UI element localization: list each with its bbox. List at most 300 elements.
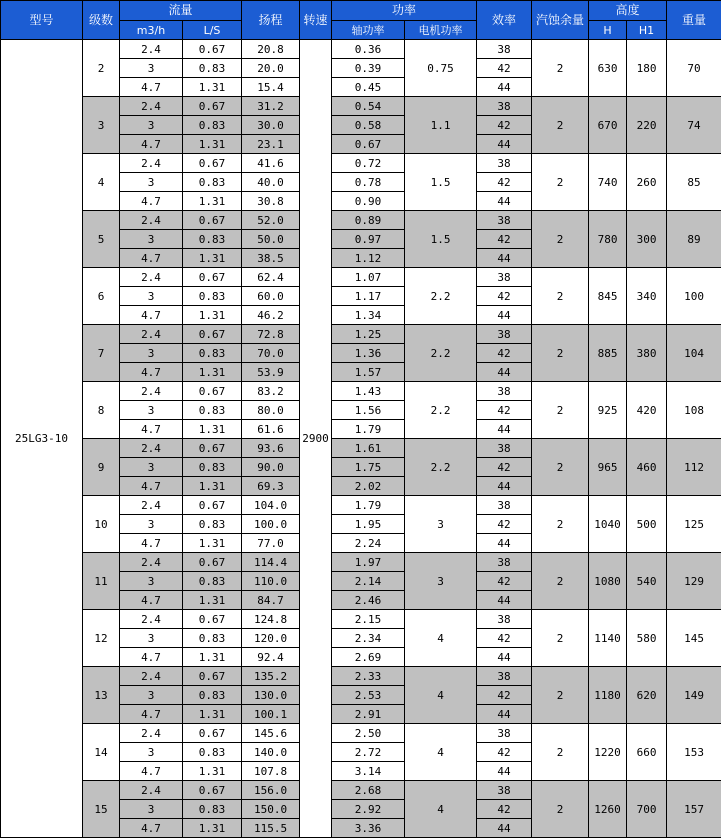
flow-ls-cell: 0.67 [183, 97, 242, 116]
head-cell: 53.9 [242, 363, 300, 382]
table-row [1, 97, 721, 116]
flow-m3h-cell: 2.4 [120, 154, 183, 173]
shaft-power-cell: 1.56 [332, 401, 405, 420]
motor-power-cell: 4 [405, 781, 477, 838]
header-stages: 级数 [83, 1, 120, 40]
height-H-cell: 670 [589, 97, 627, 154]
efficiency-cell: 44 [477, 78, 532, 97]
shaft-power-cell: 1.79 [332, 496, 405, 515]
motor-power-cell: 2.2 [405, 268, 477, 325]
weight-cell: 145 [667, 610, 721, 667]
efficiency-cell: 42 [477, 59, 532, 78]
shaft-power-cell: 1.07 [332, 268, 405, 287]
shaft-power-cell: 2.34 [332, 629, 405, 648]
motor-power-cell: 0.75 [405, 40, 477, 97]
shaft-power-cell: 1.57 [332, 363, 405, 382]
head-cell: 20.8 [242, 40, 300, 59]
npsh-cell: 2 [532, 325, 589, 382]
efficiency-cell: 38 [477, 382, 532, 401]
stages-cell: 2 [83, 40, 120, 97]
shaft-power-cell: 1.25 [332, 325, 405, 344]
efficiency-cell: 42 [477, 572, 532, 591]
table-row [1, 667, 721, 686]
shaft-power-cell: 0.54 [332, 97, 405, 116]
table-row [1, 268, 721, 287]
header-npsh: 汽蚀余量 [532, 1, 589, 40]
head-cell: 120.0 [242, 629, 300, 648]
height-H-cell: 965 [589, 439, 627, 496]
npsh-cell: 2 [532, 382, 589, 439]
head-cell: 84.7 [242, 591, 300, 610]
flow-m3h-cell: 4.7 [120, 192, 183, 211]
height-H-cell: 1080 [589, 553, 627, 610]
head-cell: 135.2 [242, 667, 300, 686]
efficiency-cell: 42 [477, 686, 532, 705]
head-cell: 107.8 [242, 762, 300, 781]
stages-cell: 4 [83, 154, 120, 211]
flow-m3h-cell: 4.7 [120, 363, 183, 382]
head-cell: 110.0 [242, 572, 300, 591]
npsh-cell: 2 [532, 781, 589, 838]
flow-ls-cell: 1.31 [183, 306, 242, 325]
height-H-cell: 885 [589, 325, 627, 382]
flow-m3h-cell: 4.7 [120, 420, 183, 439]
motor-power-cell: 1.5 [405, 154, 477, 211]
flow-m3h-cell: 4.7 [120, 819, 183, 838]
stages-cell: 10 [83, 496, 120, 553]
table-row [1, 610, 721, 629]
stages-cell: 14 [83, 724, 120, 781]
flow-ls-cell: 1.31 [183, 135, 242, 154]
height-H1-cell: 540 [627, 553, 667, 610]
head-cell: 115.5 [242, 819, 300, 838]
height-H-cell: 845 [589, 268, 627, 325]
npsh-cell: 2 [532, 97, 589, 154]
flow-m3h-cell: 4.7 [120, 135, 183, 154]
head-cell: 77.0 [242, 534, 300, 553]
flow-m3h-cell: 2.4 [120, 553, 183, 572]
model-cell: 25LG3-10 [1, 40, 83, 838]
height-H-cell: 1260 [589, 781, 627, 838]
efficiency-cell: 38 [477, 211, 532, 230]
flow-ls-cell: 0.83 [183, 59, 242, 78]
weight-cell: 125 [667, 496, 721, 553]
flow-m3h-cell: 4.7 [120, 534, 183, 553]
height-H1-cell: 220 [627, 97, 667, 154]
stages-cell: 15 [83, 781, 120, 838]
efficiency-cell: 44 [477, 477, 532, 496]
flow-m3h-cell: 3 [120, 629, 183, 648]
shaft-power-cell: 1.36 [332, 344, 405, 363]
head-cell: 72.8 [242, 325, 300, 344]
height-H1-cell: 420 [627, 382, 667, 439]
npsh-cell: 2 [532, 496, 589, 553]
shaft-power-cell: 1.95 [332, 515, 405, 534]
efficiency-cell: 38 [477, 439, 532, 458]
height-H1-cell: 180 [627, 40, 667, 97]
flow-ls-cell: 1.31 [183, 819, 242, 838]
stages-cell: 6 [83, 268, 120, 325]
head-cell: 38.5 [242, 249, 300, 268]
flow-m3h-cell: 2.4 [120, 724, 183, 743]
motor-power-cell: 3 [405, 553, 477, 610]
head-cell: 93.6 [242, 439, 300, 458]
flow-ls-cell: 0.67 [183, 211, 242, 230]
flow-ls-cell: 0.83 [183, 629, 242, 648]
flow-ls-cell: 1.31 [183, 249, 242, 268]
table-row [1, 382, 721, 401]
efficiency-cell: 38 [477, 154, 532, 173]
shaft-power-cell: 0.45 [332, 78, 405, 97]
height-H1-cell: 340 [627, 268, 667, 325]
efficiency-cell: 42 [477, 629, 532, 648]
efficiency-cell: 42 [477, 116, 532, 135]
flow-ls-cell: 0.83 [183, 230, 242, 249]
stages-cell: 9 [83, 439, 120, 496]
head-cell: 145.6 [242, 724, 300, 743]
efficiency-cell: 38 [477, 610, 532, 629]
table-row [1, 496, 721, 515]
table-body [1, 40, 721, 838]
weight-cell: 112 [667, 439, 721, 496]
flow-m3h-cell: 2.4 [120, 496, 183, 515]
npsh-cell: 2 [532, 667, 589, 724]
flow-ls-cell: 0.83 [183, 458, 242, 477]
flow-m3h-cell: 3 [120, 686, 183, 705]
flow-m3h-cell: 4.7 [120, 591, 183, 610]
height-H-cell: 1220 [589, 724, 627, 781]
efficiency-cell: 44 [477, 762, 532, 781]
flow-ls-cell: 0.67 [183, 325, 242, 344]
shaft-power-cell: 0.36 [332, 40, 405, 59]
efficiency-cell: 38 [477, 553, 532, 572]
head-cell: 30.0 [242, 116, 300, 135]
stages-cell: 11 [83, 553, 120, 610]
table-row [1, 439, 721, 458]
flow-ls-cell: 0.67 [183, 439, 242, 458]
flow-m3h-cell: 2.4 [120, 268, 183, 287]
flow-ls-cell: 1.31 [183, 477, 242, 496]
table-row [1, 154, 721, 173]
height-H1-cell: 660 [627, 724, 667, 781]
flow-m3h-cell: 4.7 [120, 249, 183, 268]
shaft-power-cell: 1.75 [332, 458, 405, 477]
flow-ls-cell: 0.83 [183, 800, 242, 819]
efficiency-cell: 38 [477, 496, 532, 515]
npsh-cell: 2 [532, 154, 589, 211]
efficiency-cell: 42 [477, 344, 532, 363]
head-cell: 90.0 [242, 458, 300, 477]
flow-ls-cell: 0.67 [183, 553, 242, 572]
shaft-power-cell: 1.43 [332, 382, 405, 401]
shaft-power-cell: 1.17 [332, 287, 405, 306]
flow-m3h-cell: 2.4 [120, 610, 183, 629]
flow-m3h-cell: 4.7 [120, 705, 183, 724]
flow-ls-cell: 1.31 [183, 534, 242, 553]
motor-power-cell: 3 [405, 496, 477, 553]
flow-ls-cell: 0.67 [183, 382, 242, 401]
flow-m3h-cell: 4.7 [120, 78, 183, 97]
flow-ls-cell: 0.83 [183, 686, 242, 705]
table-row [1, 781, 721, 800]
head-cell: 104.0 [242, 496, 300, 515]
motor-power-cell: 1.5 [405, 211, 477, 268]
motor-power-cell: 2.2 [405, 325, 477, 382]
head-cell: 130.0 [242, 686, 300, 705]
height-H1-cell: 260 [627, 154, 667, 211]
efficiency-cell: 44 [477, 306, 532, 325]
weight-cell: 85 [667, 154, 721, 211]
flow-ls-cell: 1.31 [183, 591, 242, 610]
flow-m3h-cell: 4.7 [120, 762, 183, 781]
npsh-cell: 2 [532, 439, 589, 496]
head-cell: 124.8 [242, 610, 300, 629]
shaft-power-cell: 2.72 [332, 743, 405, 762]
shaft-power-cell: 2.91 [332, 705, 405, 724]
flow-m3h-cell: 3 [120, 230, 183, 249]
head-cell: 61.6 [242, 420, 300, 439]
efficiency-cell: 44 [477, 534, 532, 553]
header-power: 功率 [332, 1, 477, 21]
header-height-H: H [589, 21, 627, 40]
head-cell: 50.0 [242, 230, 300, 249]
shaft-power-cell: 3.14 [332, 762, 405, 781]
efficiency-cell: 38 [477, 268, 532, 287]
flow-ls-cell: 1.31 [183, 420, 242, 439]
weight-cell: 157 [667, 781, 721, 838]
flow-m3h-cell: 2.4 [120, 211, 183, 230]
efficiency-cell: 42 [477, 800, 532, 819]
flow-ls-cell: 0.67 [183, 154, 242, 173]
flow-m3h-cell: 3 [120, 287, 183, 306]
shaft-power-cell: 0.78 [332, 173, 405, 192]
weight-cell: 153 [667, 724, 721, 781]
flow-ls-cell: 0.83 [183, 344, 242, 363]
motor-power-cell: 4 [405, 667, 477, 724]
flow-m3h-cell: 2.4 [120, 97, 183, 116]
flow-m3h-cell: 3 [120, 59, 183, 78]
header-speed: 转速 [300, 1, 332, 40]
header-shaft-power: 轴功率 [332, 21, 405, 40]
height-H-cell: 630 [589, 40, 627, 97]
header-model: 型号 [1, 1, 83, 40]
head-cell: 23.1 [242, 135, 300, 154]
weight-cell: 74 [667, 97, 721, 154]
shaft-power-cell: 0.97 [332, 230, 405, 249]
efficiency-cell: 38 [477, 325, 532, 344]
efficiency-cell: 44 [477, 819, 532, 838]
height-H-cell: 780 [589, 211, 627, 268]
flow-ls-cell: 1.31 [183, 705, 242, 724]
shaft-power-cell: 1.12 [332, 249, 405, 268]
flow-ls-cell: 0.67 [183, 40, 242, 59]
flow-m3h-cell: 3 [120, 458, 183, 477]
table-row [1, 553, 721, 572]
flow-m3h-cell: 3 [120, 743, 183, 762]
weight-cell: 108 [667, 382, 721, 439]
header-height-H1: H1 [627, 21, 667, 40]
efficiency-cell: 42 [477, 515, 532, 534]
shaft-power-cell: 1.61 [332, 439, 405, 458]
head-cell: 46.2 [242, 306, 300, 325]
npsh-cell: 2 [532, 724, 589, 781]
flow-m3h-cell: 3 [120, 515, 183, 534]
flow-m3h-cell: 3 [120, 572, 183, 591]
efficiency-cell: 42 [477, 401, 532, 420]
flow-m3h-cell: 2.4 [120, 667, 183, 686]
head-cell: 100.1 [242, 705, 300, 724]
efficiency-cell: 44 [477, 363, 532, 382]
header-height: 高度 [589, 1, 667, 21]
flow-ls-cell: 1.31 [183, 192, 242, 211]
flow-m3h-cell: 2.4 [120, 325, 183, 344]
height-H-cell: 1180 [589, 667, 627, 724]
motor-power-cell: 4 [405, 724, 477, 781]
height-H-cell: 1140 [589, 610, 627, 667]
stages-cell: 8 [83, 382, 120, 439]
shaft-power-cell: 0.58 [332, 116, 405, 135]
flow-ls-cell: 0.83 [183, 116, 242, 135]
shaft-power-cell: 2.15 [332, 610, 405, 629]
npsh-cell: 2 [532, 610, 589, 667]
header-weight: 重量 [667, 1, 721, 40]
shaft-power-cell: 2.24 [332, 534, 405, 553]
shaft-power-cell: 3.36 [332, 819, 405, 838]
flow-ls-cell: 0.67 [183, 724, 242, 743]
shaft-power-cell: 2.53 [332, 686, 405, 705]
shaft-power-cell: 2.69 [332, 648, 405, 667]
height-H1-cell: 700 [627, 781, 667, 838]
shaft-power-cell: 2.14 [332, 572, 405, 591]
head-cell: 80.0 [242, 401, 300, 420]
shaft-power-cell: 0.72 [332, 154, 405, 173]
header-flow-m3h: m3/h [120, 21, 183, 40]
header-efficiency: 效率 [477, 1, 532, 40]
flow-m3h-cell: 4.7 [120, 477, 183, 496]
head-cell: 69.3 [242, 477, 300, 496]
head-cell: 140.0 [242, 743, 300, 762]
efficiency-cell: 38 [477, 40, 532, 59]
head-cell: 15.4 [242, 78, 300, 97]
height-H1-cell: 580 [627, 610, 667, 667]
flow-ls-cell: 1.31 [183, 762, 242, 781]
height-H1-cell: 620 [627, 667, 667, 724]
weight-cell: 89 [667, 211, 721, 268]
shaft-power-cell: 2.02 [332, 477, 405, 496]
head-cell: 41.6 [242, 154, 300, 173]
efficiency-cell: 44 [477, 249, 532, 268]
efficiency-cell: 42 [477, 458, 532, 477]
flow-m3h-cell: 4.7 [120, 648, 183, 667]
stages-cell: 3 [83, 97, 120, 154]
head-cell: 62.4 [242, 268, 300, 287]
weight-cell: 100 [667, 268, 721, 325]
efficiency-cell: 42 [477, 173, 532, 192]
table-row [1, 40, 721, 59]
header-flow: 流量 [120, 1, 242, 21]
flow-ls-cell: 0.67 [183, 667, 242, 686]
height-H1-cell: 500 [627, 496, 667, 553]
height-H1-cell: 380 [627, 325, 667, 382]
shaft-power-cell: 1.79 [332, 420, 405, 439]
flow-m3h-cell: 3 [120, 800, 183, 819]
flow-m3h-cell: 3 [120, 401, 183, 420]
head-cell: 40.0 [242, 173, 300, 192]
flow-ls-cell: 0.83 [183, 173, 242, 192]
flow-ls-cell: 0.67 [183, 610, 242, 629]
shaft-power-cell: 0.90 [332, 192, 405, 211]
flow-ls-cell: 0.83 [183, 572, 242, 591]
efficiency-cell: 42 [477, 287, 532, 306]
motor-power-cell: 1.1 [405, 97, 477, 154]
head-cell: 156.0 [242, 781, 300, 800]
head-cell: 83.2 [242, 382, 300, 401]
head-cell: 60.0 [242, 287, 300, 306]
flow-m3h-cell: 3 [120, 344, 183, 363]
flow-ls-cell: 0.83 [183, 401, 242, 420]
head-cell: 30.8 [242, 192, 300, 211]
efficiency-cell: 38 [477, 724, 532, 743]
height-H-cell: 1040 [589, 496, 627, 553]
table-row [1, 724, 721, 743]
head-cell: 52.0 [242, 211, 300, 230]
weight-cell: 70 [667, 40, 721, 97]
flow-m3h-cell: 2.4 [120, 439, 183, 458]
npsh-cell: 2 [532, 268, 589, 325]
header-head: 扬程 [242, 1, 300, 40]
motor-power-cell: 2.2 [405, 382, 477, 439]
head-cell: 92.4 [242, 648, 300, 667]
flow-m3h-cell: 2.4 [120, 781, 183, 800]
table-row [1, 325, 721, 344]
head-cell: 150.0 [242, 800, 300, 819]
efficiency-cell: 44 [477, 420, 532, 439]
efficiency-cell: 38 [477, 781, 532, 800]
table-row [1, 211, 721, 230]
shaft-power-cell: 0.39 [332, 59, 405, 78]
shaft-power-cell: 1.97 [332, 553, 405, 572]
flow-ls-cell: 0.83 [183, 515, 242, 534]
weight-cell: 149 [667, 667, 721, 724]
stages-cell: 5 [83, 211, 120, 268]
shaft-power-cell: 2.33 [332, 667, 405, 686]
shaft-power-cell: 2.46 [332, 591, 405, 610]
head-cell: 20.0 [242, 59, 300, 78]
head-cell: 31.2 [242, 97, 300, 116]
head-cell: 100.0 [242, 515, 300, 534]
flow-ls-cell: 1.31 [183, 648, 242, 667]
shaft-power-cell: 0.89 [332, 211, 405, 230]
weight-cell: 104 [667, 325, 721, 382]
flow-ls-cell: 1.31 [183, 363, 242, 382]
head-cell: 70.0 [242, 344, 300, 363]
flow-ls-cell: 0.67 [183, 268, 242, 287]
flow-m3h-cell: 3 [120, 173, 183, 192]
flow-ls-cell: 0.83 [183, 287, 242, 306]
efficiency-cell: 38 [477, 97, 532, 116]
flow-m3h-cell: 3 [120, 116, 183, 135]
stages-cell: 7 [83, 325, 120, 382]
efficiency-cell: 44 [477, 192, 532, 211]
flow-m3h-cell: 2.4 [120, 40, 183, 59]
speed-cell: 2900 [300, 40, 332, 838]
flow-m3h-cell: 4.7 [120, 306, 183, 325]
shaft-power-cell: 2.92 [332, 800, 405, 819]
flow-ls-cell: 0.67 [183, 496, 242, 515]
shaft-power-cell: 1.34 [332, 306, 405, 325]
efficiency-cell: 42 [477, 230, 532, 249]
efficiency-cell: 44 [477, 135, 532, 154]
